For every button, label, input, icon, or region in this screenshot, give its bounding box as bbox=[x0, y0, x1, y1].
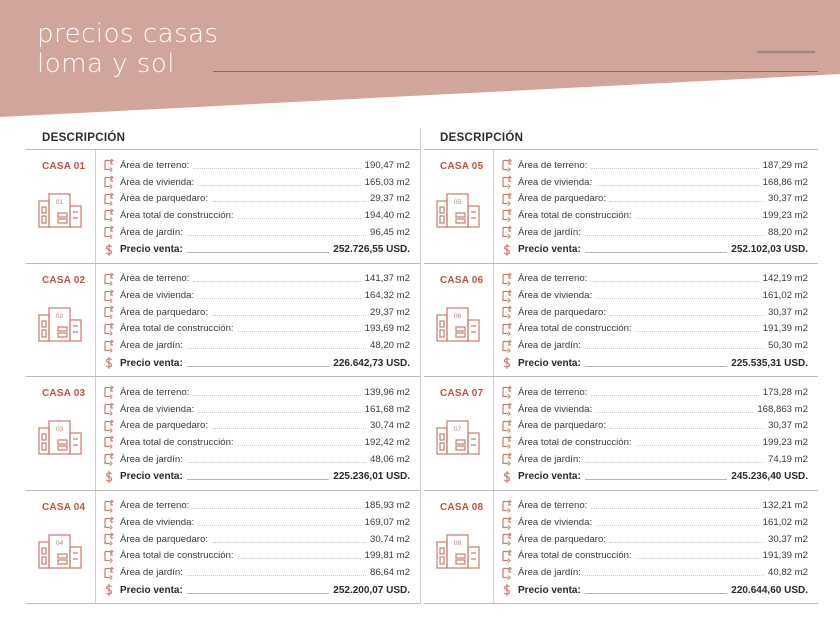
spec-value: 29,37 m2 bbox=[369, 193, 410, 205]
price-column-right bbox=[424, 128, 818, 604]
price-value: 252.200,07 USD. bbox=[333, 584, 410, 596]
house-number: 02 bbox=[55, 312, 64, 320]
spec-row bbox=[102, 384, 410, 401]
spec-value: 86,64 m2 bbox=[369, 567, 410, 579]
spec-row bbox=[500, 190, 808, 207]
spec-value: 132,21 m2 bbox=[762, 500, 808, 512]
dot-leader bbox=[238, 558, 361, 559]
dot-leader bbox=[193, 508, 360, 509]
header-banner bbox=[0, 0, 840, 120]
key-icon bbox=[500, 566, 518, 580]
key-icon bbox=[500, 192, 518, 206]
spec-label: Área de terreno: bbox=[518, 159, 588, 171]
key-icon bbox=[500, 419, 518, 433]
key-icon bbox=[102, 419, 120, 433]
page-title bbox=[37, 19, 219, 79]
spec-value: 168,863 m2 bbox=[757, 403, 808, 415]
dot-leader bbox=[591, 508, 758, 509]
house-separator bbox=[95, 377, 96, 490]
dollar-icon bbox=[102, 243, 120, 257]
dollar-icon bbox=[500, 470, 518, 484]
spec-row bbox=[500, 384, 808, 401]
price-row bbox=[102, 467, 410, 486]
spec-row bbox=[500, 207, 808, 224]
dollar-icon bbox=[500, 583, 518, 597]
price-row bbox=[500, 354, 808, 373]
house-icon bbox=[436, 306, 480, 342]
dot-leader bbox=[596, 185, 759, 186]
spec-row bbox=[500, 304, 808, 321]
spec-row bbox=[500, 157, 808, 174]
price-value: 225.236,01 USD. bbox=[333, 471, 410, 483]
house-separator bbox=[95, 491, 96, 604]
price-value: 245.236,40 USD. bbox=[731, 471, 808, 483]
key-icon bbox=[102, 192, 120, 206]
spec-label: Área de jardín: bbox=[120, 340, 183, 352]
key-icon bbox=[102, 175, 120, 189]
spec-label: Área total de construcción: bbox=[518, 436, 632, 448]
spec-row bbox=[102, 498, 410, 515]
key-icon bbox=[102, 532, 120, 546]
spec-value: 30,37 m2 bbox=[767, 420, 808, 432]
spec-label: Área de jardín: bbox=[518, 340, 581, 352]
spec-label: Área de terreno: bbox=[120, 159, 190, 171]
dollar-icon bbox=[102, 356, 120, 370]
house-label: CASA 02 bbox=[42, 274, 86, 286]
spec-value: 199,81 m2 bbox=[364, 550, 410, 562]
dot-leader bbox=[610, 428, 764, 429]
spec-row bbox=[500, 287, 808, 304]
price-leader bbox=[187, 366, 329, 367]
spec-label: Área de parquedaro: bbox=[518, 533, 607, 545]
spec-value: 30,37 m2 bbox=[767, 533, 808, 545]
spec-label: Área de vivienda: bbox=[518, 403, 593, 415]
dollar-icon bbox=[500, 243, 518, 257]
key-icon bbox=[500, 322, 518, 336]
title-line-1: precios casas bbox=[37, 19, 219, 49]
house-separator bbox=[493, 377, 494, 490]
spec-label: Área de vivienda: bbox=[518, 176, 593, 188]
spec-row bbox=[102, 337, 410, 354]
key-icon bbox=[500, 208, 518, 222]
spec-value: 194,40 m2 bbox=[364, 209, 410, 221]
dot-leader bbox=[610, 542, 764, 543]
dot-leader bbox=[591, 281, 758, 282]
key-icon bbox=[102, 499, 120, 513]
spec-label: Área de vivienda: bbox=[518, 517, 593, 529]
house-label: CASA 05 bbox=[440, 161, 484, 172]
spec-row bbox=[102, 174, 410, 191]
dot-leader bbox=[610, 201, 764, 202]
house-label: CASA 03 bbox=[42, 388, 86, 399]
house-block bbox=[424, 491, 818, 605]
spec-label: Área total de construcción: bbox=[120, 323, 234, 335]
key-icon bbox=[102, 225, 120, 239]
spec-value: 192,42 m2 bbox=[364, 436, 410, 448]
dot-leader bbox=[212, 428, 366, 429]
title-line-2: loma y sol bbox=[37, 49, 175, 79]
spec-value: 173,28 m2 bbox=[762, 386, 808, 398]
spec-value: 30,74 m2 bbox=[369, 533, 410, 545]
spec-label: Área de parquedaro: bbox=[120, 533, 209, 545]
key-icon bbox=[500, 175, 518, 189]
spec-row bbox=[102, 207, 410, 224]
spec-value: 199,23 m2 bbox=[762, 209, 808, 221]
key-icon bbox=[102, 549, 120, 563]
dot-leader bbox=[193, 281, 360, 282]
house-icon bbox=[38, 192, 82, 228]
spec-row bbox=[102, 531, 410, 548]
house-block bbox=[26, 491, 420, 605]
key-icon bbox=[102, 208, 120, 222]
spec-value: 169,07 m2 bbox=[364, 517, 410, 529]
spec-value: 165,03 m2 bbox=[364, 176, 410, 188]
key-icon bbox=[102, 305, 120, 319]
key-icon bbox=[500, 402, 518, 416]
spec-value: 29,37 m2 bbox=[369, 306, 410, 318]
spec-value: 191,39 m2 bbox=[762, 323, 808, 335]
house-block bbox=[26, 150, 420, 264]
price-label: Precio venta: bbox=[120, 244, 183, 256]
price-leader bbox=[187, 252, 329, 253]
house-number: 03 bbox=[55, 426, 64, 433]
house-number: 01 bbox=[55, 199, 64, 206]
key-icon bbox=[102, 339, 120, 353]
house-icon bbox=[436, 533, 480, 569]
spec-row bbox=[102, 157, 410, 174]
dot-leader bbox=[585, 235, 764, 236]
dot-leader bbox=[198, 412, 361, 413]
column-heading: DESCRIPCIÓN bbox=[424, 128, 818, 150]
house-separator bbox=[493, 491, 494, 604]
price-row bbox=[500, 467, 808, 486]
house-icon bbox=[436, 192, 480, 228]
price-leader bbox=[585, 479, 727, 480]
house-separator bbox=[95, 264, 96, 377]
dollar-icon bbox=[102, 583, 120, 597]
spec-row bbox=[500, 548, 808, 565]
spec-value: 161,68 m2 bbox=[364, 403, 410, 415]
house-label: CASA 01 bbox=[42, 161, 86, 172]
key-icon bbox=[500, 339, 518, 353]
spec-list bbox=[102, 384, 410, 486]
key-icon bbox=[102, 289, 120, 303]
dollar-icon bbox=[102, 470, 120, 484]
key-icon bbox=[102, 322, 120, 336]
spec-value: 164,32 m2 bbox=[364, 290, 410, 302]
spec-row bbox=[500, 498, 808, 515]
dot-leader bbox=[591, 168, 758, 169]
spec-row bbox=[500, 531, 808, 548]
column-divider bbox=[420, 128, 421, 604]
spec-value: 161,02 m2 bbox=[762, 290, 808, 302]
dot-leader bbox=[193, 168, 360, 169]
dot-leader bbox=[636, 331, 759, 332]
spec-row bbox=[500, 417, 808, 434]
dollar-icon bbox=[500, 356, 518, 370]
spec-row bbox=[500, 224, 808, 241]
spec-row bbox=[102, 190, 410, 207]
house-label: CASA 06 bbox=[440, 274, 484, 286]
spec-value: 48,06 m2 bbox=[369, 453, 410, 465]
house-label: CASA 07 bbox=[440, 388, 484, 399]
house-number: 04 bbox=[55, 539, 64, 547]
price-leader bbox=[585, 252, 727, 253]
spec-label: Área de parquedaro: bbox=[518, 193, 607, 205]
dot-leader bbox=[212, 315, 366, 316]
spec-value: 185,93 m2 bbox=[364, 500, 410, 512]
key-icon bbox=[102, 516, 120, 530]
spec-label: Área de vivienda: bbox=[120, 517, 195, 529]
dot-leader bbox=[198, 185, 361, 186]
dot-leader bbox=[591, 395, 758, 396]
dot-leader bbox=[636, 218, 759, 219]
dot-leader bbox=[187, 462, 366, 463]
spec-label: Área de jardín: bbox=[518, 226, 581, 238]
house-number: 08 bbox=[453, 539, 462, 547]
key-icon bbox=[500, 385, 518, 399]
key-icon bbox=[500, 452, 518, 466]
spec-list bbox=[102, 271, 410, 373]
spec-value: 96,45 m2 bbox=[369, 226, 410, 238]
spec-label: Área de parquedaro: bbox=[120, 306, 209, 318]
spec-row bbox=[500, 271, 808, 288]
dot-leader bbox=[596, 298, 759, 299]
price-label: Precio venta: bbox=[120, 357, 183, 369]
dot-leader bbox=[636, 558, 759, 559]
spec-value: 139,96 m2 bbox=[364, 386, 410, 398]
key-icon bbox=[102, 402, 120, 416]
spec-list bbox=[102, 157, 410, 259]
spec-label: Área de terreno: bbox=[120, 386, 190, 398]
spec-row bbox=[102, 564, 410, 581]
house-block bbox=[26, 264, 420, 378]
spec-label: Área total de construcción: bbox=[120, 436, 234, 448]
dot-leader bbox=[187, 348, 366, 349]
spec-value: 199,23 m2 bbox=[762, 436, 808, 448]
key-icon bbox=[102, 435, 120, 449]
house-icon bbox=[38, 533, 82, 569]
key-icon bbox=[102, 566, 120, 580]
spec-row bbox=[500, 337, 808, 354]
spec-label: Área de terreno: bbox=[120, 273, 190, 285]
spec-row bbox=[500, 434, 808, 451]
house-block bbox=[26, 377, 420, 491]
spec-value: 161,02 m2 bbox=[762, 517, 808, 529]
spec-row bbox=[102, 451, 410, 468]
price-value: 225.535,31 USD. bbox=[731, 357, 808, 369]
spec-row bbox=[500, 321, 808, 338]
spec-value: 50,30 m2 bbox=[767, 340, 808, 352]
house-separator bbox=[95, 150, 96, 263]
house-icon bbox=[38, 306, 82, 342]
price-row bbox=[102, 240, 410, 259]
spec-value: 30,37 m2 bbox=[767, 193, 808, 205]
house-block bbox=[424, 150, 818, 264]
house-label: CASA 08 bbox=[440, 501, 484, 513]
spec-value: 142,19 m2 bbox=[762, 273, 808, 285]
dot-leader bbox=[238, 218, 361, 219]
spec-row bbox=[102, 224, 410, 241]
spec-value: 168,86 m2 bbox=[762, 176, 808, 188]
spec-label: Área de vivienda: bbox=[120, 403, 195, 415]
spec-label: Área de parquedaro: bbox=[120, 193, 209, 205]
spec-label: Área total de construcción: bbox=[518, 323, 632, 335]
dot-leader bbox=[238, 445, 361, 446]
house-block bbox=[424, 264, 818, 378]
spec-list bbox=[500, 384, 808, 486]
house-icon bbox=[436, 419, 480, 455]
key-icon bbox=[500, 225, 518, 239]
column-heading: DESCRIPCIÓN bbox=[26, 128, 420, 150]
key-icon bbox=[500, 272, 518, 286]
spec-row bbox=[102, 271, 410, 288]
price-value: 252.726,55 USD. bbox=[333, 244, 410, 256]
price-label: Precio venta: bbox=[518, 244, 581, 256]
spec-value: 193,69 m2 bbox=[364, 323, 410, 335]
price-row bbox=[102, 581, 410, 600]
spec-list bbox=[500, 271, 808, 373]
dot-leader bbox=[238, 331, 361, 332]
spec-row bbox=[500, 174, 808, 191]
dot-leader bbox=[585, 348, 764, 349]
spec-value: 74,19 m2 bbox=[767, 453, 808, 465]
dot-leader bbox=[610, 315, 764, 316]
spec-value: 88,20 m2 bbox=[767, 226, 808, 238]
spec-list bbox=[500, 498, 808, 600]
spec-row bbox=[102, 287, 410, 304]
dot-leader bbox=[198, 298, 361, 299]
spec-value: 40,82 m2 bbox=[767, 567, 808, 579]
dot-leader bbox=[193, 395, 360, 396]
spec-label: Área total de construcción: bbox=[518, 209, 632, 221]
price-leader bbox=[585, 366, 727, 367]
spec-row bbox=[102, 548, 410, 565]
spec-label: Área de jardín: bbox=[120, 226, 183, 238]
spec-label: Área de jardín: bbox=[120, 567, 183, 579]
spec-label: Área de parquedaro: bbox=[518, 420, 607, 432]
price-label: Precio venta: bbox=[518, 357, 581, 369]
spec-label: Área de terreno: bbox=[518, 500, 588, 512]
spec-row bbox=[102, 304, 410, 321]
spec-row bbox=[102, 401, 410, 418]
dot-leader bbox=[212, 201, 366, 202]
house-number: 07 bbox=[453, 426, 462, 433]
spec-value: 48,20 m2 bbox=[369, 340, 410, 352]
price-label: Precio venta: bbox=[120, 584, 183, 596]
key-icon bbox=[500, 532, 518, 546]
price-label: Precio venta: bbox=[518, 584, 581, 596]
spec-list bbox=[102, 498, 410, 600]
spec-label: Área de vivienda: bbox=[120, 176, 195, 188]
spec-value: 187,29 m2 bbox=[762, 159, 808, 171]
key-icon bbox=[500, 499, 518, 513]
price-label: Precio venta: bbox=[120, 471, 183, 483]
price-leader bbox=[585, 593, 727, 594]
key-icon bbox=[102, 158, 120, 172]
key-icon bbox=[500, 435, 518, 449]
price-value: 220.644,60 USD. bbox=[731, 584, 808, 596]
dot-leader bbox=[585, 462, 764, 463]
dot-leader bbox=[212, 542, 366, 543]
dot-leader bbox=[636, 445, 759, 446]
spec-label: Área total de construcción: bbox=[120, 209, 234, 221]
spec-label: Área de terreno: bbox=[518, 273, 588, 285]
key-icon bbox=[102, 452, 120, 466]
price-leader bbox=[187, 593, 329, 594]
house-separator bbox=[493, 150, 494, 263]
spec-label: Área total de construcción: bbox=[518, 550, 632, 562]
key-icon bbox=[500, 305, 518, 319]
spec-list bbox=[500, 157, 808, 259]
spec-row bbox=[500, 451, 808, 468]
spec-label: Área de parquedaro: bbox=[518, 306, 607, 318]
spec-label: Área de terreno: bbox=[518, 386, 588, 398]
key-icon bbox=[500, 549, 518, 563]
spec-row bbox=[500, 564, 808, 581]
dot-leader bbox=[596, 525, 759, 526]
spec-row bbox=[500, 401, 808, 418]
key-icon bbox=[500, 158, 518, 172]
key-icon bbox=[500, 516, 518, 530]
key-icon bbox=[500, 289, 518, 303]
spec-value: 30,37 m2 bbox=[767, 306, 808, 318]
spec-label: Área total de construcción: bbox=[120, 550, 234, 562]
house-block bbox=[424, 377, 818, 491]
key-icon bbox=[102, 385, 120, 399]
house-separator bbox=[493, 264, 494, 377]
dot-leader bbox=[187, 575, 366, 576]
price-row bbox=[102, 354, 410, 373]
spec-label: Área de vivienda: bbox=[518, 290, 593, 302]
price-column-left bbox=[26, 128, 420, 604]
spec-label: Área de vivienda: bbox=[120, 290, 195, 302]
spec-row bbox=[102, 514, 410, 531]
spec-label: Área de terreno: bbox=[120, 500, 190, 512]
house-number: 05 bbox=[453, 199, 462, 206]
spec-row bbox=[102, 417, 410, 434]
key-icon bbox=[102, 272, 120, 286]
price-row bbox=[500, 581, 808, 600]
spec-value: 141,37 m2 bbox=[364, 273, 410, 285]
price-value: 252.102,03 USD. bbox=[731, 244, 808, 256]
spec-row bbox=[102, 321, 410, 338]
price-value: 226.642,73 USD. bbox=[333, 357, 410, 369]
spec-label: Área de jardín: bbox=[518, 453, 581, 465]
spec-value: 30,74 m2 bbox=[369, 420, 410, 432]
house-label: CASA 04 bbox=[42, 501, 86, 513]
spec-row bbox=[500, 514, 808, 531]
price-label: Precio venta: bbox=[518, 471, 581, 483]
price-row bbox=[500, 240, 808, 259]
spec-label: Área de jardín: bbox=[120, 453, 183, 465]
dot-leader bbox=[596, 412, 753, 413]
spec-row bbox=[102, 434, 410, 451]
spec-label: Área de parquedaro: bbox=[120, 420, 209, 432]
price-leader bbox=[187, 479, 329, 480]
dot-leader bbox=[585, 575, 764, 576]
dot-leader bbox=[187, 235, 366, 236]
spec-value: 191,39 m2 bbox=[762, 550, 808, 562]
house-number: 06 bbox=[453, 312, 462, 320]
spec-value: 190,47 m2 bbox=[364, 159, 410, 171]
house-icon bbox=[38, 419, 82, 455]
dot-leader bbox=[198, 525, 361, 526]
spec-label: Área de jardín: bbox=[518, 567, 581, 579]
